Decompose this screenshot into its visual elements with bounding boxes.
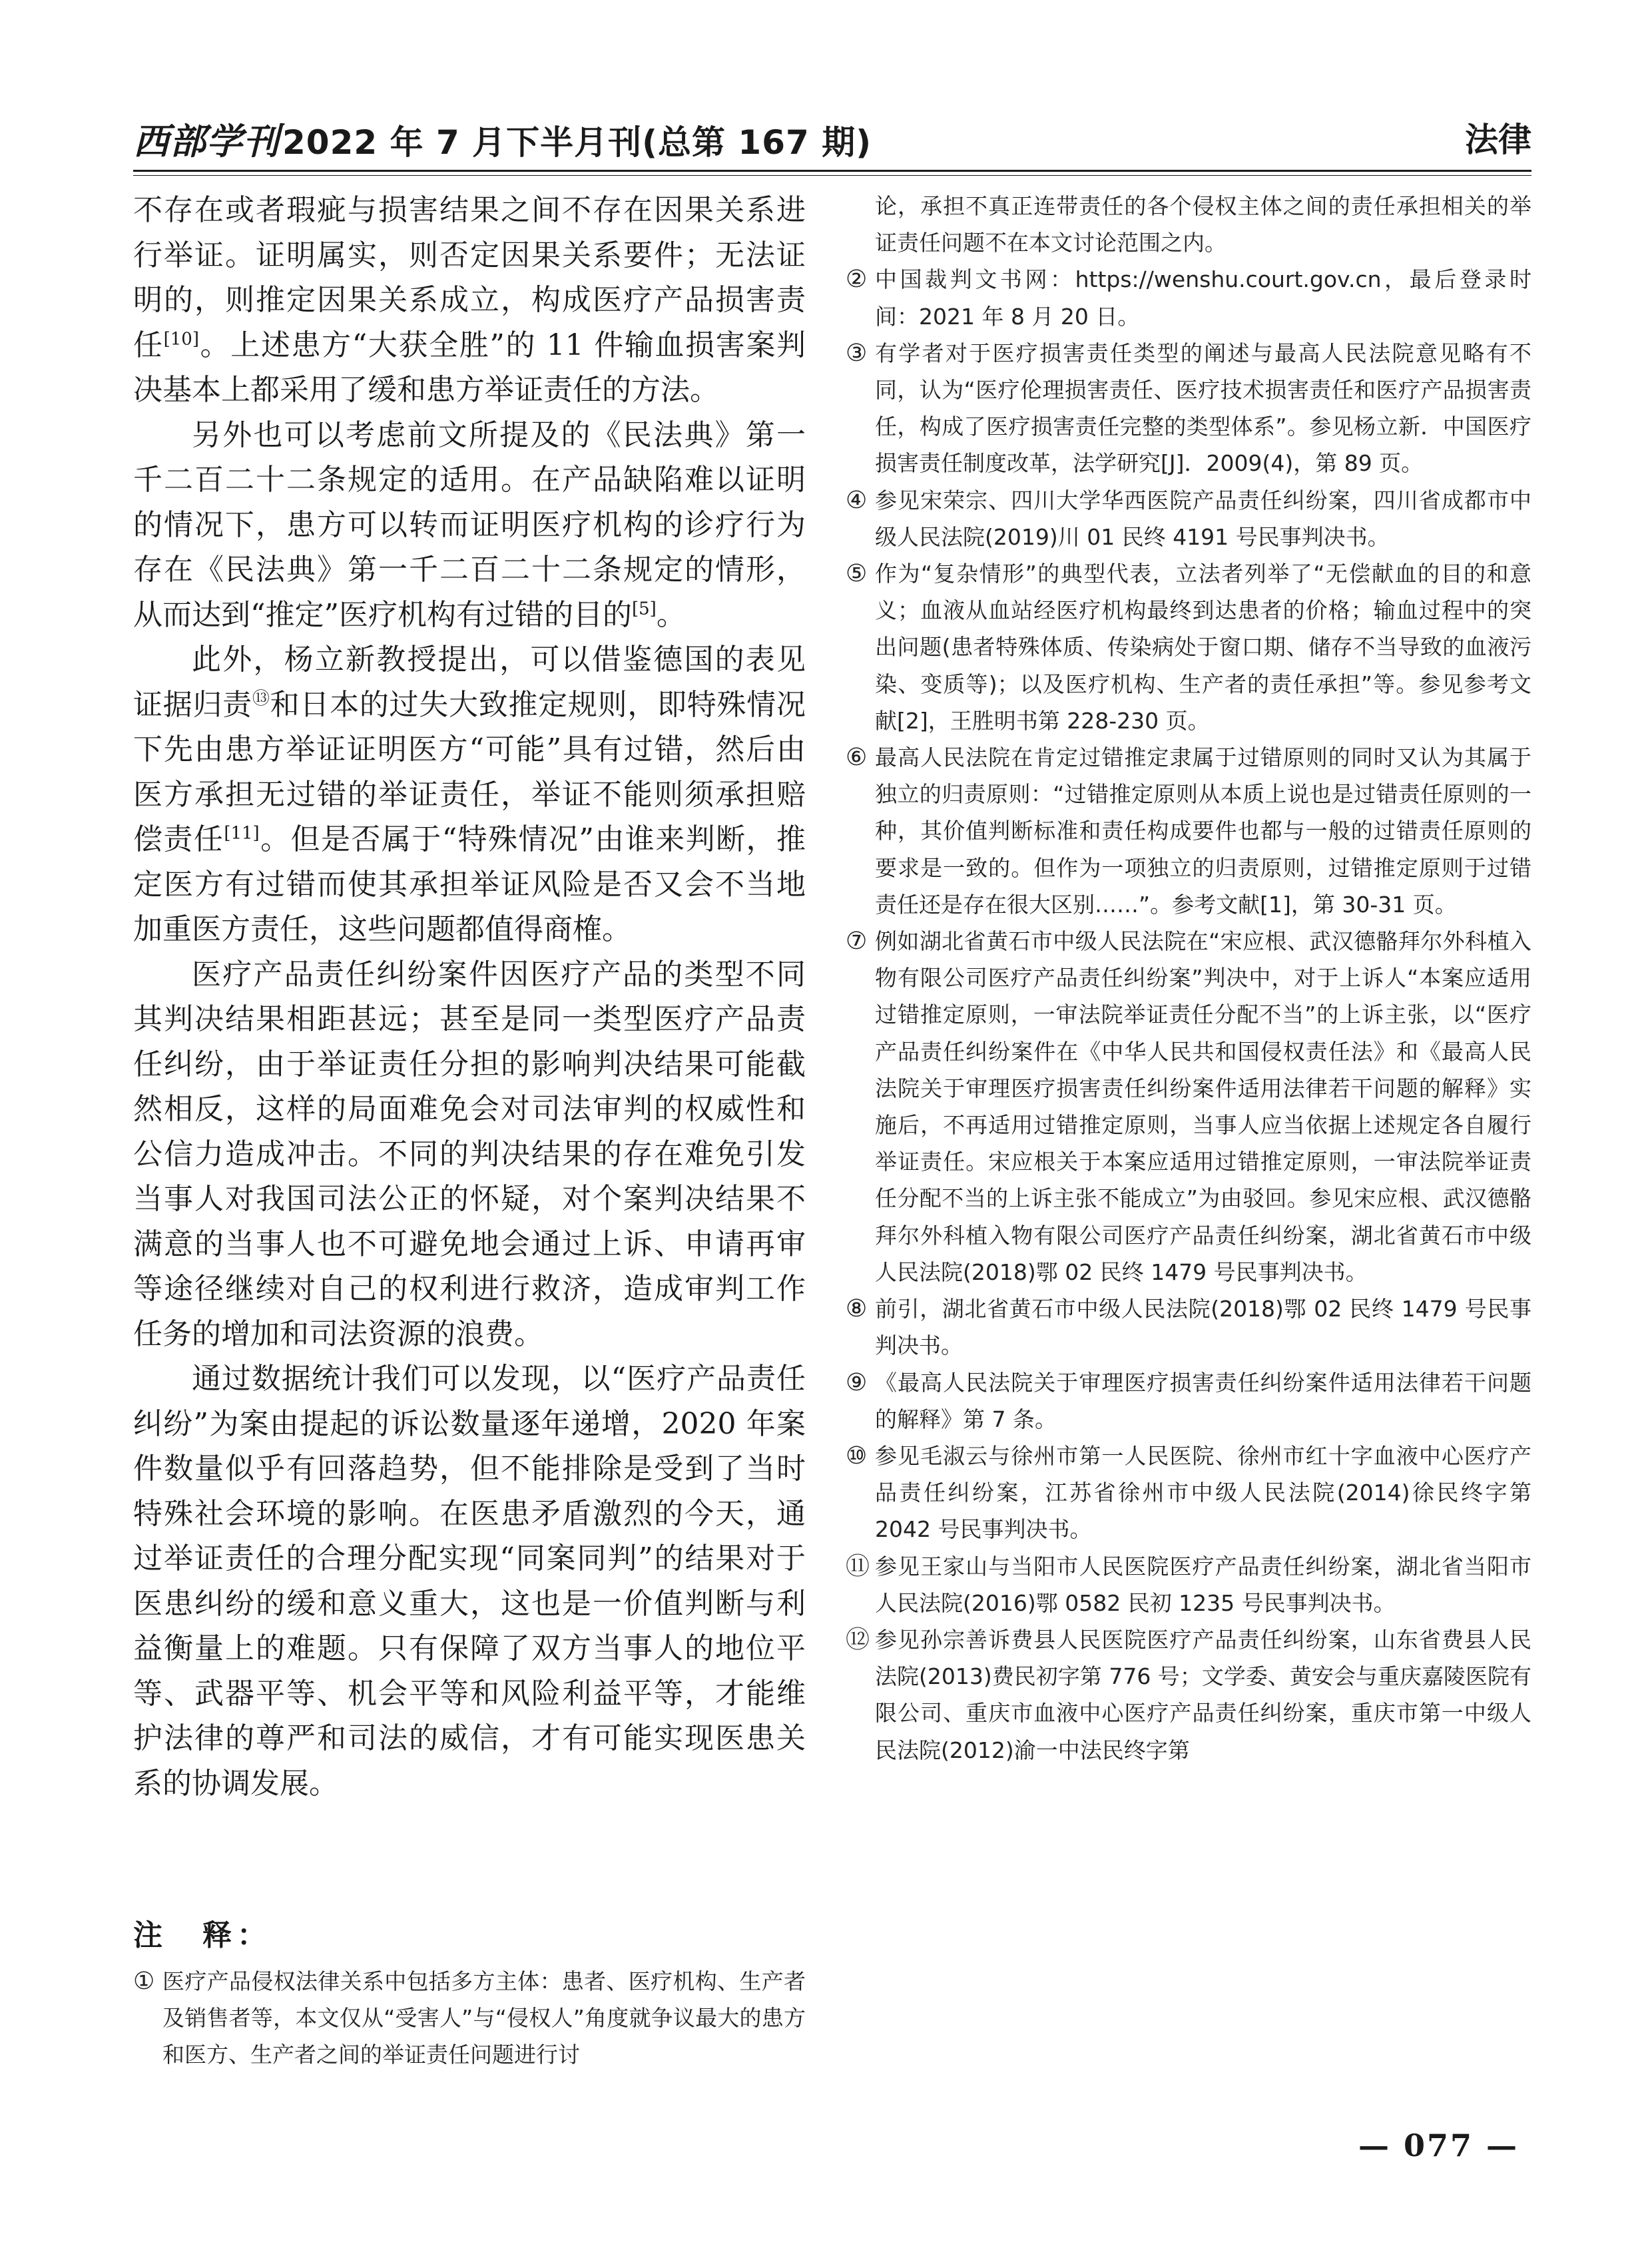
footnote: [846, 1290, 1531, 1364]
notes-title: 注 释：: [133, 1918, 272, 1952]
footnote: [846, 1364, 1531, 1438]
citation-ref: [5]: [632, 598, 657, 619]
footnote-number: ⑦: [846, 928, 868, 956]
footnote-number: ③: [846, 339, 868, 367]
body-paragraph: 通过数据统计我们可以发现，以“医疗产品责任纠纷”为案由提起的诉讼数量逐年递增，2020 年案件数量似乎有回落趋势，但不能排除是受到了当时特殊社会环境的影响。在医患矛盾激烈的今天，通过举证责任的合理分配实现“同案同判”的结果对于医患纠纷的缓和意义重大，这也是一价值判断与利益衡量上的难题。只有保障了双方当事人的地位平等、武器平等、机会平等和风险利益平等，才能维护法律的尊严和司法的威信，才有可能实现医患关系的协调发展。: [133, 1362, 806, 1801]
footnote-number: ⑥: [846, 744, 868, 772]
footnote: [133, 1963, 806, 2074]
journal-masthead: [133, 113, 872, 164]
footnote-text: 例如湖北省黄石市中级人民法院在“宋应根、武汉德骼拜尔外科植入物有限公司医疗产品责任纠纷案”判决中，对于上诉人“本案应适用过错推定原则，一审法院举证责任分配不当”的上诉主张，以“医疗产品责任纠纷案件在《中华人民共和国侵权责任法》和《最高人民法院关于审理医疗损害责任纠纷案件适用法律若干问题的解释》实施后，不再适用过错推定原则，当事人应当依据上述规定各自履行举证责任。宋应根关于本案应适用过错推定原则，一审法院举证责任分配不当的上诉主张不能成立”为由驳回。参见宋应根、武汉德骼拜尔外科植入物有限公司医疗产品责任纠纷案，湖北省黄石市中级人民法院(2018)鄂 02 民终 1479 号民事判决书。: [875, 928, 1531, 1285]
footnote-text: 中国裁判文书网：https://wenshu.court.gov.cn，最后登录时间：2021 年 8 月 20 日。: [875, 266, 1531, 330]
body-paragraph: 不存在或者瑕疵与损害结果之间不存在因果关系进行举证。证明属实，则否定因果关系要件；无法证明的，则推定因果关系成立，构成医疗产品损害责任[10]。上述患方“大获全胜”的 11 件输血损害案判决基本上都采用了缓和患方举证责任的方法。: [133, 193, 806, 407]
issue-info: 2022 年 7 月下半月刊(总第 167 期): [282, 123, 872, 162]
footnote-text: 有学者对于医疗损害责任类型的阐述与最高人民法院意见略有不同，认为“医疗伦理损害责任、医疗技术损害责任和医疗产品损害责任，构成了医疗损害责任完整的类型体系”。参见杨立新．中国医疗损害责任制度改革，法学研究[J]．2009(4)，第 89 页。: [875, 340, 1531, 477]
footnote-text: 《最高人民法院关于审理医疗损害责任纠纷案件适用法律若干问题的解释》第 7 条。: [875, 1369, 1531, 1432]
footnote-number: ⑩: [846, 1442, 868, 1470]
footnote-text: 参见王家山与当阳市人民医院医疗产品责任纠纷案，湖北省当阳市人民法院(2016)鄂 0582 民初 1235 号民事判决书。: [875, 1553, 1531, 1616]
header-rule: [133, 170, 1531, 176]
body-column-left: [133, 188, 806, 1806]
notes-column-left: [133, 1963, 806, 2074]
body-paragraph: 此外，杨立新教授提出，可以借鉴德国的表见证据归责⑬和日本的过失大致推定规则，即特殊情况下先由患方举证证明医方“可能”具有过错，然后由医方承担无过错的举证责任，举证不能则须承担赔偿责任[11]。但是否属于“特殊情况”由谁来判断，推定医方有过错而使其承担举证风险是否又会不当地加重医方责任，这些问题都值得商榷。: [133, 643, 806, 946]
footnote-number: ②: [846, 266, 868, 294]
footnote-text: 作为“复杂情形”的典型代表，立法者列举了“无偿献血的目的和意义；血液从血站经医疗机构最终到达患者的价格；输血过程中的突出问题(患者特殊体质、传染病处于窗口期、储存不当导致的血液污染、变质等)；以及医疗机构、生产者的责任承担”等。参见参考文献[2]，王胜明书第 228-230 页。: [875, 561, 1531, 734]
footnote: [846, 261, 1531, 334]
footnote: [846, 482, 1531, 555]
footnote-text: 参见宋荣宗、四川大学华西医院产品责任纠纷案，四川省成都市中级人民法院(2019)川 01 民终 4191 号民事判决书。: [875, 487, 1531, 550]
footnote: [846, 923, 1531, 1290]
footnote-text: 参见孙宗善诉费县人民医院医疗产品责任纠纷案，山东省费县人民法院(2013)费民初字第 776 号；文学委、黄安会与重庆嘉陵医院有限公司、重庆市血液中心医疗产品责任纠纷案，重庆市第一中级人民法院(2012)渝一中法民终字第: [875, 1626, 1531, 1763]
footnote-number: ④: [846, 486, 868, 514]
footnote-number: ①: [133, 1968, 155, 1995]
section-title: 法律: [1465, 121, 1531, 159]
footnote-text: 最高人民法院在肯定过错推定隶属于过错原则的同时又认为其属于独立的归责原则：“过错推定原则从本质上说也是过错责任原则的一种，其价值判断标准和责任构成要件也都与一般的过错责任原则的要求是一致的。但作为一项独立的归责原则，过错推定原则于过错责任还是存在很大区别……”。参考文献[1]，第 30-31 页。: [875, 744, 1531, 918]
footnote-text: 参见毛淑云与徐州市第一人民医院、徐州市红十字血液中心医疗产品责任纠纷案，江苏省徐州市中级人民法院(2014)徐民终字第 2042 号民事判决书。: [875, 1442, 1531, 1543]
page-header: [133, 113, 1531, 165]
footnote: [846, 1621, 1531, 1769]
footnote: [846, 335, 1531, 482]
body-paragraph: 医疗产品责任纠纷案件因医疗产品的类型不同其判决结果相距甚远；甚至是同一类型医疗产品责任纠纷，由于举证责任分担的影响判决结果可能截然相反，这样的局面难免会对司法审判的权威性和公信力造成冲击。不同的判决结果的存在难免引发当事人对我国司法公正的怀疑，对个案判决结果不满意的当事人也不可避免地会通过上诉、申请再审等途径继续对自己的权利进行救济，造成审判工作任务的增加和司法资源的浪费。: [133, 957, 806, 1351]
footnote-number: ⑤: [846, 560, 868, 588]
footnote: [846, 1438, 1531, 1548]
footnote-text: 论，承担不真正连带责任的各个侵权主体之间的责任承担相关的举证责任问题不在本文讨论范围之内。: [875, 193, 1531, 256]
footnote-text: 前引，湖北省黄石市中级人民法院(2018)鄂 02 民终 1479 号民事判决书。: [875, 1296, 1531, 1359]
footnote-number: ⑪: [846, 1552, 870, 1580]
journal-logo: 西部学刊: [133, 120, 280, 162]
body-paragraph: 另外也可以考虑前文所提及的《民法典》第一千二百二十二条规定的适用。在产品缺陷难以证明的情况下，患方可以转而证明医疗机构的诊疗行为存在《民法典》第一千二百二十二条规定的情形，从而达到“推定”医疗机构有过错的目的[5]。: [133, 418, 806, 632]
footnote-number: ⑫: [846, 1625, 870, 1653]
footnote-number: ⑧: [846, 1295, 868, 1323]
footnote-text: 医疗产品侵权法律关系中包括多方主体：患者、医疗机构、生产者及销售者等，本文仅从“受害人”与“侵权人”角度就争议最大的患方和医方、生产者之间的举证责任问题进行讨: [162, 1968, 806, 2068]
footnote-continuation: [846, 188, 1531, 261]
footnote-marker: ⑬: [252, 688, 270, 708]
footnote: [846, 1548, 1531, 1621]
page-number: — 077 —: [1358, 2127, 1519, 2163]
footnote: [846, 739, 1531, 923]
footnote-number: ⑨: [846, 1368, 868, 1396]
citation-ref: [11]: [224, 823, 260, 844]
notes-column-right: [846, 188, 1531, 1769]
citation-ref: [10]: [163, 328, 199, 349]
footnote: [846, 555, 1531, 739]
